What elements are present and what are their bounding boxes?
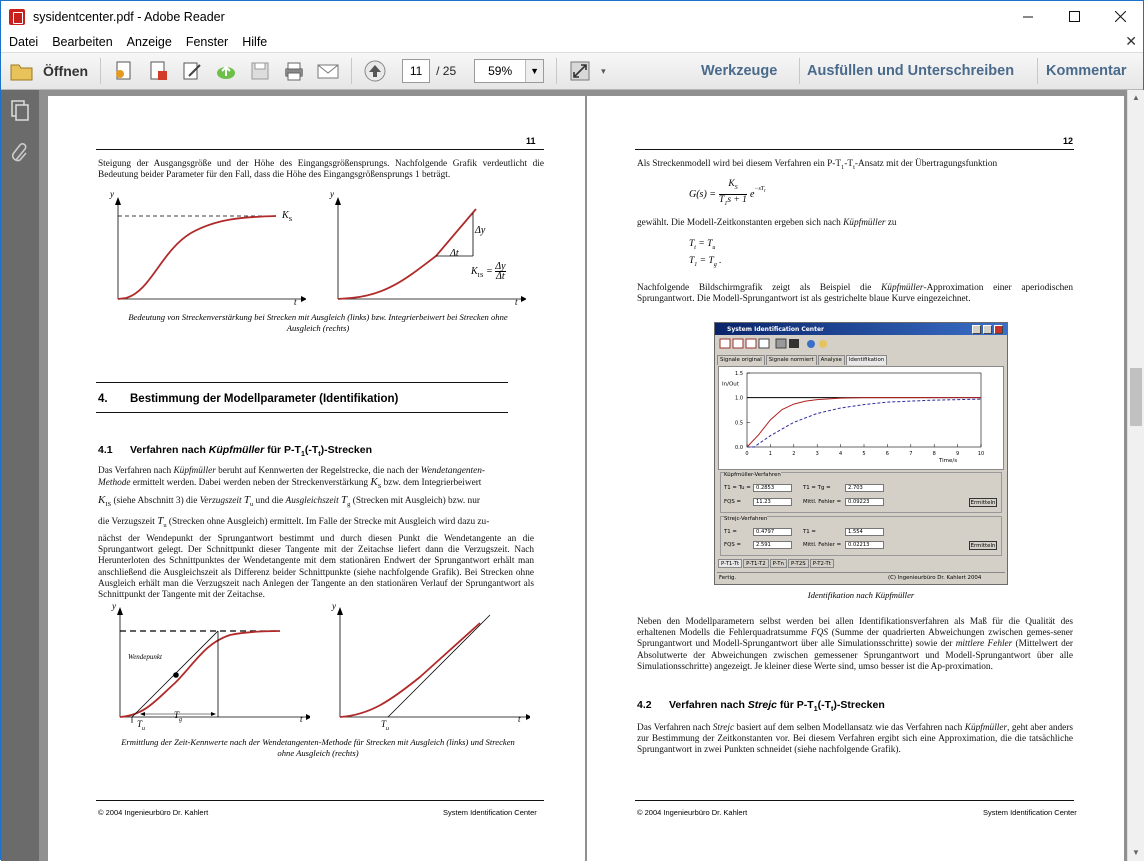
y-axis-label: In/Out <box>722 381 739 388</box>
create-pdf-icon[interactable] <box>112 59 136 83</box>
sic-g1-label3: FQS = <box>724 499 741 505</box>
menu-bar <box>1 32 1143 52</box>
pdf-page-12 <box>587 96 1124 861</box>
window-title: sysidentcenter.pdf - Adobe Reader <box>33 9 225 24</box>
header-rule <box>635 149 1074 150</box>
close-icon <box>1115 11 1126 22</box>
maximize-icon <box>1069 11 1080 22</box>
scroll-down-icon[interactable]: ▼ <box>1132 848 1140 857</box>
model-intro: Als Streckenmodell wird bei diesem Verfahren ein $P-T_1-T_t$-Ansatz mit der Übertragungsfunktion <box>637 159 998 171</box>
x-tick-label: 9 <box>956 451 960 457</box>
tg-label: $T_g$ <box>174 710 183 723</box>
tools-button[interactable] <box>701 53 777 89</box>
sic-tab-signals-normalized: Signale normiert <box>766 355 817 365</box>
x-axis-label: Time/s <box>938 458 958 464</box>
menu-fenster[interactable]: Fenster <box>185 35 229 49</box>
x-tick-label: 7 <box>909 451 913 457</box>
fill-sign-label: Ausfüllen und Unterschreiben <box>807 63 1015 79</box>
footer-rule <box>96 800 544 801</box>
x-tick-label: 1 <box>768 451 772 457</box>
sic-btab-pt2s: P-T2S <box>788 559 809 568</box>
close-document-icon[interactable]: ✕ <box>1125 33 1137 49</box>
scrollbar-thumb[interactable] <box>1130 368 1142 426</box>
open-label: Öffnen <box>43 63 89 79</box>
sic-tab-analysis: Analyse <box>818 355 845 365</box>
header-rule <box>96 149 544 150</box>
fig2-caption: Ermittlung der Zeit-Kennwerte nach der Wendetangenten-Methode für Strecken mit Ausgleich (links) und Strecken ohne Ausgleich (rechts) <box>121 737 515 758</box>
x-tick-label: 4 <box>839 451 843 457</box>
fig1-caption: Bedeutung von Streckenverstärkung bei Strecken mit Ausgleich (links) bzw. Integrierbeiwert bei Strecken ohne Ausgleich (rechts) <box>128 312 508 333</box>
close-window-button[interactable] <box>1097 1 1143 32</box>
sic-title: System Identification Center <box>727 325 824 333</box>
sic-g2-value1: 0.4797 <box>753 528 792 536</box>
footer-left: © 2004 Ingenieurbüro Dr. Kahlert <box>98 808 209 817</box>
toolbar-menu-icon[interactable]: ▾ <box>601 65 606 76</box>
sic-g2-label1: T1 = <box>724 529 737 535</box>
folder-icon <box>9 60 35 82</box>
sic-minimize-icon <box>972 325 981 334</box>
scroll-up-icon[interactable]: ▲ <box>1132 93 1140 102</box>
save-icon[interactable] <box>248 59 272 83</box>
fig2r-y-label: y <box>332 601 336 611</box>
footer-right: System Identification Center <box>983 808 1077 817</box>
figure-tangent-without-balance <box>330 601 530 729</box>
pdf-app-icon <box>9 9 25 25</box>
screenshot-intro: Nachfolgende Bildschirmgrafik zeigt als Beispiel die Küpfmüller-Approximation einer aperiodischen Sprungantwort. Die Modell-Sprungantwort ist als gestrichelte blaue Kurve eingezeichnet. <box>637 283 1073 305</box>
delta-t-label: Δt <box>450 248 459 259</box>
sic-toolbar-icons <box>719 337 869 351</box>
intro-paragraph: Steigung der Ausgangsgröße und der Höhe des Eingangsgrößensprungs. Nachfolgende Grafik verdeutlicht die Bedeutung beider Parameter für den Fall, dass die Höhe des Eingangsgrößensprungs 1 beträgt. <box>98 159 544 181</box>
fig1r-y-label: y <box>330 189 334 199</box>
sic-btab-pt1t2: P-T1-T2 <box>743 559 768 568</box>
maximize-button[interactable] <box>1051 1 1097 32</box>
y-tick-label: 0.5 <box>735 420 743 427</box>
title-bar <box>1 1 1143 32</box>
menu-bearbeiten[interactable]: Bearbeiten <box>52 35 113 49</box>
section-rule-top <box>96 382 508 383</box>
sic-g2-label2: T1 = <box>803 529 816 535</box>
sic-caption: Identifikation nach Küpfmüller <box>807 590 915 600</box>
sic-g1-value2: 2.703 <box>845 484 884 492</box>
fig1-t-label: t <box>294 297 297 307</box>
x-tick-label: 10 <box>977 451 985 457</box>
navigation-pane <box>1 90 39 861</box>
y-tick-label: 1.0 <box>735 395 743 402</box>
open-button[interactable] <box>9 57 88 85</box>
sic-g1-compute-button: Ermitteln <box>970 500 996 506</box>
fill-sign-button[interactable] <box>807 53 1014 89</box>
x-tick-label: 3 <box>815 451 819 457</box>
fullscreen-icon[interactable] <box>568 59 592 83</box>
sic-g2-label4: Mittl. Fehler = <box>803 542 842 548</box>
sic-g1-label4: Mittl. Fehler = <box>803 499 842 505</box>
sic-status-right: (C) Ingenieurbüro Dr. Kahlert 2004 <box>888 575 982 581</box>
figure-step-response-with-balance <box>106 191 306 311</box>
sic-g2-compute-button: Ermitteln <box>970 543 996 549</box>
sic-group2-label: Strejc-Verfahren <box>724 516 768 522</box>
toolbar-separator <box>100 58 101 84</box>
subsection-number: 4.2 <box>637 699 652 711</box>
subsection-title: Verfahren nach Strejc für $P-T_1(-T_t)$-Strecken <box>669 699 885 714</box>
section-rule-bottom <box>96 412 508 413</box>
footer-left: © 2004 Ingenieurbüro Dr. Kahlert <box>637 808 748 817</box>
menu-hilfe[interactable]: Hilfe <box>242 35 268 49</box>
toolbar-separator <box>1037 58 1038 84</box>
inflection-point-label: Wendepunkt <box>128 653 162 661</box>
equation-tt: $T_t = T_u$ <box>689 239 716 251</box>
fig1-y-label: y <box>110 189 114 199</box>
vertical-scrollbar[interactable] <box>1127 90 1144 861</box>
tools-label: Werkzeuge <box>701 63 778 79</box>
sic-g2-value2: 1.554 <box>845 528 884 536</box>
section-title: Bestimmung der Modellparameter (Identifikation) <box>130 393 399 405</box>
quality-paragraph: Neben den Modellparametern selbst werden bei allen Identifikationsverfahren als Maß für die Qualität des erhaltenen Modells die Fehlerquadratsumme FQS (Summe der quadrierten Abweichungen zwischen gemes-sener Sprungantwort und Modell-Sprungantwort über alle Simulationsschritte) sowie der mittlere Fehler (Mittelwert der Absolutwerte der Abweichungen zwischen gemessener Sprungantwort und Modell-Sprungantwort über alle Simulationsschritte) angezeigt. Je kleiner diese Werte sind, umso besser ist die Ap-proximation. <box>637 617 1073 672</box>
kis-formula: $K_{IS}$ = $\frac{\Delta y}{\Delta t}$ <box>471 261 506 282</box>
sic-title-bar <box>715 323 1007 335</box>
chevron-down-icon[interactable]: ▼ <box>525 60 543 82</box>
delta-y-label: Δy <box>475 225 486 236</box>
minimize-button[interactable] <box>1005 1 1051 32</box>
edit-pdf-icon[interactable] <box>180 59 204 83</box>
sic-tabs <box>717 355 888 365</box>
sic-btab-pt1tt: P-T1-Tt <box>718 559 742 568</box>
x-tick-label: 0 <box>745 451 749 457</box>
attachments-icon[interactable] <box>10 142 30 164</box>
page-thumbnails-icon[interactable] <box>10 100 30 122</box>
sic-g2-value3: 2.591 <box>753 541 792 549</box>
comment-label: Kommentar <box>1046 63 1127 79</box>
upload-cloud-icon[interactable] <box>214 59 238 83</box>
page-total: / 25 <box>436 64 457 78</box>
footer-rule <box>635 800 1074 801</box>
document-view[interactable] <box>39 90 1127 861</box>
email-icon[interactable] <box>316 59 340 83</box>
sic-g1-value3: 11.23 <box>753 498 792 506</box>
sic-g1-value4: 0.09223 <box>845 498 884 506</box>
y-tick-label: 0.0 <box>735 445 743 451</box>
footer-right: System Identification Center <box>443 808 537 817</box>
fig2-t-label: t <box>300 714 303 724</box>
sic-tab-signals-original: Signale original <box>717 355 765 365</box>
page-number-input[interactable]: 11 <box>402 59 430 83</box>
sic-g1-value1: 0.2853 <box>753 484 792 492</box>
transfer-function: G(s) = $\frac{K_S}{T_1s + 1}$ e $^{-sT_t}$ <box>689 179 766 207</box>
subsection-title: Verfahren nach Küpfmüller für $P-T_1(-T_t)$-Strecken <box>130 444 372 459</box>
export-pdf-icon[interactable] <box>146 59 170 83</box>
sic-group-kuepfmueller <box>720 472 1002 513</box>
toolbar-separator <box>351 58 352 84</box>
x-tick-label: 6 <box>885 451 889 457</box>
fig1r-t-label: t <box>515 297 518 307</box>
toolbar <box>1 52 1143 90</box>
figure-inflection-tangent-with-balance <box>110 601 310 729</box>
x-tick-label: 8 <box>932 451 936 457</box>
fig2r-t-label: t <box>518 714 521 724</box>
y-tick-label: 1.5 <box>735 371 743 377</box>
sic-step-response-chart <box>719 367 1003 469</box>
previous-page-icon[interactable] <box>363 59 387 83</box>
fig1-ks-label: $K_S$ <box>282 210 293 223</box>
menu-anzeige[interactable]: Anzeige <box>126 35 172 49</box>
sic-plot-area <box>718 366 1004 470</box>
sic-btab-pt2tt: P-T2-Tt <box>810 559 834 568</box>
page-number: 12 <box>1063 136 1074 146</box>
tu-label: $T_u$ <box>137 719 146 732</box>
subsection-number: 4.1 <box>98 444 113 456</box>
sic-screenshot <box>714 322 1008 585</box>
page-number: 11 <box>526 136 536 146</box>
tu-label-right: $T_u$ <box>381 719 390 732</box>
sic-tab-identification: Identifikation <box>846 355 887 365</box>
fig2-y-label: y <box>112 601 116 611</box>
comment-button[interactable] <box>1046 53 1127 89</box>
equation-t1: $T_1 = T_g$ . <box>689 256 722 268</box>
sic-g1-label1: T1 = Tu = <box>724 485 751 491</box>
print-icon[interactable] <box>282 59 306 83</box>
zoom-value: 59% <box>488 64 513 78</box>
exponent: −sTt <box>754 186 766 195</box>
toolbar-separator <box>799 58 800 84</box>
sic-g1-label2: T1 = Tg = <box>803 485 831 491</box>
chosen-line: gewählt. Die Modell-Zeitkonstanten ergeben sich nach Küpfmüller zu <box>637 218 897 228</box>
sic-group-strejc <box>720 516 1002 556</box>
figure-step-response-without-balance <box>326 191 526 311</box>
zoom-select[interactable] <box>474 59 544 83</box>
strejc-paragraph: Das Verfahren nach Strejc basiert auf dem selben Modellansatz wie das Verfahren nach Küpfmüller, geht aber anders zur Bestimmung der Zeitkonstanten vor. Bei diesem Verfahren ergibt sich eine Approximation, die die tatsächliche Sprungantwort in zwei Punkten schneidet (siehe nachfolgende Grafik). <box>637 723 1073 756</box>
x-tick-label: 5 <box>862 451 866 457</box>
menu-datei[interactable]: Datei <box>9 35 39 49</box>
minimize-icon <box>1023 11 1034 22</box>
section-number: 4. <box>98 393 108 405</box>
x-tick-label: 2 <box>792 451 796 457</box>
sic-status-left: Fertig. <box>719 575 737 581</box>
sic-status-bar <box>717 572 1005 582</box>
sic-g2-value4: 0.02213 <box>845 541 884 549</box>
pdf-page-11 <box>48 96 585 861</box>
sic-maximize-icon <box>983 325 992 334</box>
sic-bottom-tabs <box>718 559 835 568</box>
sic-close-icon <box>994 325 1003 334</box>
sic-btab-ptn: P-Tn <box>770 559 787 568</box>
sic-group1-label: Küpfmüller-Verfahren <box>724 472 781 478</box>
method-paragraph: Das Verfahren nach Küpfmüller beruht auf Kennwerten der Regelstrecke, die nach der Wendetangenten- Methode ermittelt werden. Dabei werden neben der Streckenverstärkung $K_S$ bzw. dem Integrierbeiwert $K_{IS}$ (siehe Abschnitt 3) die Verzugszeit $T_u$ und die Ausgleichszeit $T_g$ (Strecken mit Ausgleich) bzw. nur die Verzugszeit $T_u$ (Strecken ohne Ausgleich) ermittelt. Im Falle der Strecke mit Ausgleich wird dazu zu- nächst der Wendepunkt der Sprungantwort bestimmt und durch diesen Punkt die Wendetangente an die Sprungantwort gelegt. Der Schnittpunkt dieser Tangente mit der Zeitachse liefert dann die Verzugszeit. Nach Herunterloten des Schnittpunktes der Wendetangente mit dem stationären Endwert der Sprungantwort erhält man anschließend die Ausgleichszeit als Differenz beider Schnittpunkte (siehe nachfolgende Grafik). Bei Strecken ohne Ausgleich erhält man die Verzugszeit nach Anlegen der Tangente an den stationären Verlauf der Sprungantwort als Schnittpunkt der Tangente mit der Zeitachse. <box>98 466 534 600</box>
sic-g2-label3: FQS = <box>724 542 741 548</box>
toolbar-separator <box>556 58 557 84</box>
